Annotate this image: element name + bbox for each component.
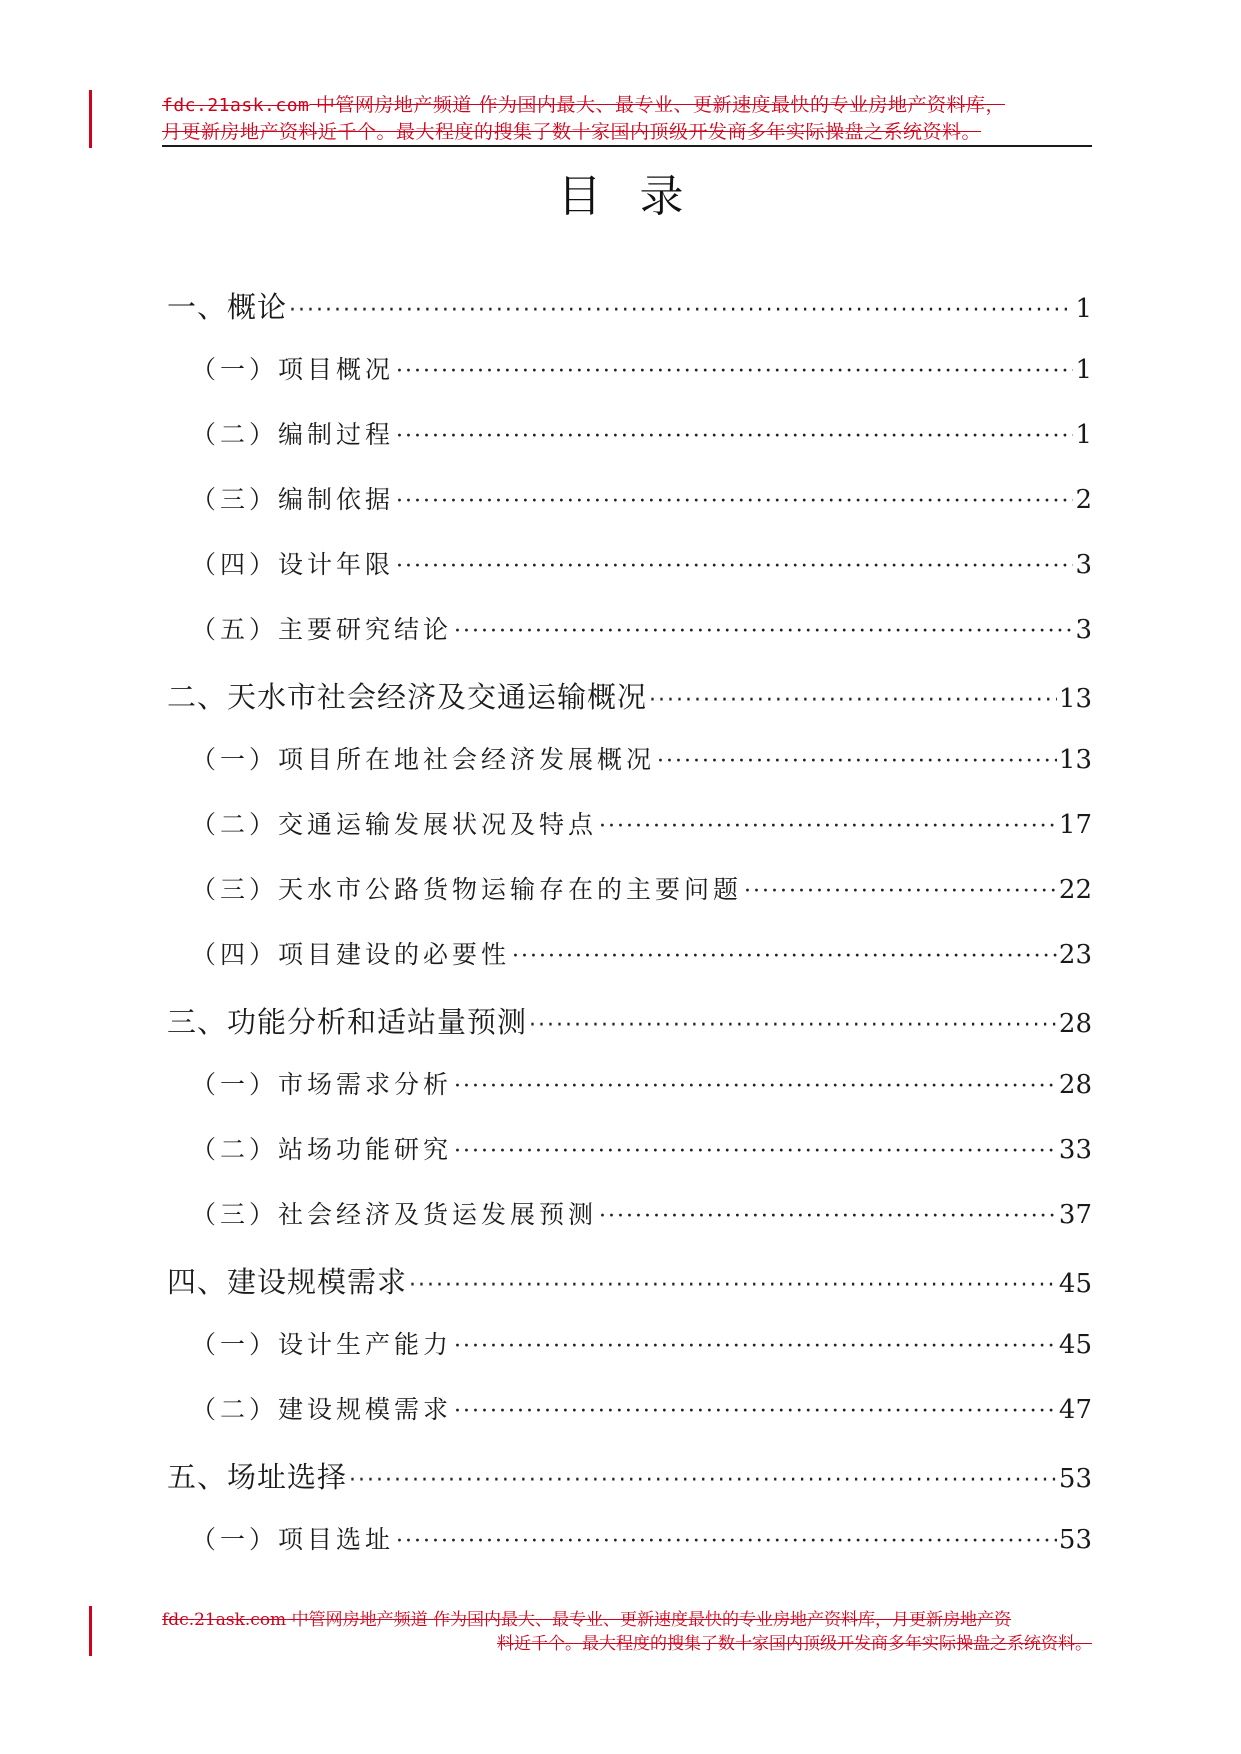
toc-entry-label: （一）市场需求分析 (191, 1070, 453, 1099)
toc-entry[interactable] (167, 610, 1092, 675)
toc-entry-page-number: 17 (1058, 810, 1092, 840)
toc-entry-label: （一）项目选址 (191, 1525, 395, 1554)
toc-entry-page-number: 37 (1058, 1200, 1092, 1230)
toc-dot-leader (454, 1399, 1057, 1424)
toc-dot-leader (454, 1334, 1057, 1359)
toc-dot-leader (599, 814, 1057, 839)
toc-entry-label: 三、功能分析和适站量预测 (167, 1005, 528, 1039)
toc-dot-leader (396, 424, 1073, 449)
toc-entry[interactable] (167, 1260, 1092, 1325)
footer-line2: 料近千个。最大程度的搜集了数十家国内顶级开发商多年实际操盘之系统资料。 (497, 1634, 1092, 1654)
toc-entry[interactable] (167, 675, 1092, 740)
toc-entry-page-number: 1 (1075, 355, 1092, 385)
toc-entry-page-number: 53 (1058, 1464, 1092, 1494)
toc-entry-page-number: 28 (1058, 1009, 1092, 1039)
footer-site-link[interactable]: fdc.21ask.com (162, 1610, 287, 1630)
toc-entry[interactable] (167, 1065, 1092, 1130)
toc-entry-page-number: 13 (1058, 745, 1092, 775)
toc-entry-label: （二）交通运输发展状况及特点 (191, 810, 598, 839)
toc-entry[interactable] (167, 1390, 1092, 1455)
header-banner (162, 92, 1092, 146)
toc-entry[interactable] (167, 1455, 1092, 1520)
footer-banner (162, 1608, 1092, 1656)
toc-entry[interactable] (167, 415, 1092, 480)
toc-dot-leader (512, 944, 1057, 969)
toc-entry-page-number: 53 (1058, 1525, 1092, 1555)
toc-dot-leader (529, 1013, 1057, 1038)
toc-entry-page-number: 3 (1075, 615, 1092, 645)
header-line1: 中管网房地产频道 作为国内最大、最专业、更新速度最快的专业房地产资料库， (309, 94, 1005, 116)
toc-entry-label: （一）设计生产能力 (191, 1330, 453, 1359)
toc-entry-label: （二）站场功能研究 (191, 1135, 453, 1164)
toc-dot-leader (289, 298, 1073, 323)
toc-entry-page-number: 28 (1058, 1070, 1092, 1100)
header-rule (162, 145, 1092, 147)
toc-entry[interactable] (167, 285, 1092, 350)
toc-entry-label: （一）项目概况 (191, 355, 395, 384)
toc-entry-label: （二）编制过程 (191, 420, 395, 449)
toc-entry-page-number: 45 (1058, 1269, 1092, 1299)
page-title: 目录 (557, 171, 722, 222)
toc-entry-label: 一、概论 (167, 290, 288, 324)
toc-entry-label: 二、天水市社会经济及交通运输概况 (167, 680, 648, 714)
toc-dot-leader (744, 879, 1057, 904)
toc-entry[interactable] (167, 1520, 1092, 1585)
toc-entry[interactable] (167, 1325, 1092, 1390)
toc-entry-label: （三）编制依据 (191, 485, 395, 514)
toc-dot-leader (409, 1273, 1057, 1298)
toc-entry-page-number: 1 (1075, 420, 1092, 450)
margin-bar-top (89, 90, 92, 148)
toc-entry-page-number: 23 (1058, 940, 1092, 970)
toc-entry[interactable] (167, 1000, 1092, 1065)
toc-dot-leader (396, 489, 1073, 514)
toc-dot-leader (657, 749, 1057, 774)
toc-entry-label: （四）项目建设的必要性 (191, 940, 511, 969)
toc-entry-page-number: 2 (1075, 485, 1092, 515)
toc-dot-leader (649, 688, 1057, 713)
margin-bar-bottom (89, 1606, 92, 1656)
toc-dot-leader (349, 1468, 1057, 1493)
toc-entry[interactable] (167, 480, 1092, 545)
header-site-link[interactable]: fdc.21ask.com (162, 95, 310, 116)
toc-dot-leader (396, 554, 1073, 579)
toc-dot-leader (599, 1204, 1057, 1229)
toc-entry-label: （四）设计年限 (191, 550, 395, 579)
toc-dot-leader (396, 359, 1073, 384)
toc-entry[interactable] (167, 740, 1092, 805)
toc-dot-leader (454, 619, 1073, 644)
toc-entry-page-number: 1 (1075, 294, 1092, 324)
toc-entry-page-number: 47 (1058, 1395, 1092, 1425)
toc-entry-label: （一）项目所在地社会经济发展概况 (191, 745, 656, 774)
toc-entry-page-number: 45 (1058, 1330, 1092, 1360)
toc-entry-page-number: 3 (1075, 550, 1092, 580)
toc-entry-page-number: 13 (1058, 684, 1092, 714)
toc-dot-leader (454, 1074, 1057, 1099)
toc-entry-page-number: 22 (1058, 875, 1092, 905)
toc-entry-label: （二）建设规模需求 (191, 1395, 453, 1424)
toc-entry-label: （三）天水市公路货物运输存在的主要问题 (191, 875, 743, 904)
header-line2: 月更新房地产资料近千个。最大程度的搜集了数十家国内顶级开发商多年实际操盘之系统资料。 (162, 121, 982, 143)
toc-entry[interactable] (167, 1130, 1092, 1195)
toc-dot-leader (454, 1139, 1057, 1164)
toc-entry[interactable] (167, 350, 1092, 415)
footer-line1: 中管网房地产频道 作为国内最大、最专业、更新速度最快的专业房地产资料库，月更新房地产资 (286, 1610, 1011, 1630)
toc-entry[interactable] (167, 805, 1092, 870)
toc-entry-label: 五、场址选择 (167, 1460, 348, 1494)
toc-entry-label: 四、建设规模需求 (167, 1265, 408, 1299)
toc-dot-leader (396, 1529, 1057, 1554)
toc-entry[interactable] (167, 1195, 1092, 1260)
table-of-contents (167, 285, 1092, 1585)
toc-entry[interactable] (167, 545, 1092, 610)
toc-entry-label: （三）社会经济及货运发展预测 (191, 1200, 598, 1229)
toc-entry-label: （五）主要研究结论 (191, 615, 453, 644)
toc-entry-page-number: 33 (1058, 1135, 1092, 1165)
toc-entry[interactable] (167, 870, 1092, 935)
toc-entry[interactable] (167, 935, 1092, 1000)
